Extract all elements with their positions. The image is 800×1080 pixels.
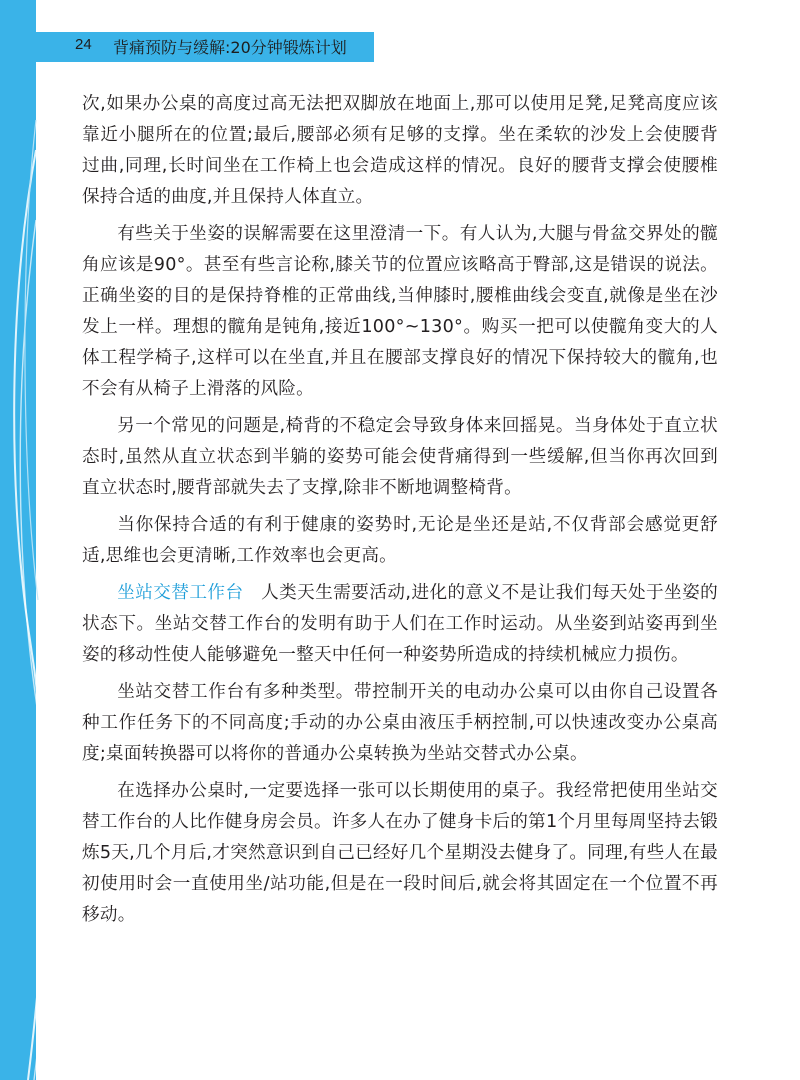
paragraph-3: 另一个常见的问题是,椅背的不稳定会导致身体来回摇晃。当身体处于直立状态时,虽然从直立状态到半躺的姿势可能会使背痛得到一些缓解,但当你再次回到直立状态时,腰背部就失去了支撑,除非不断地调整椅背。 xyxy=(82,416,718,498)
paragraph-6: 坐站交替工作台有多种类型。带控制开关的电动办公桌可以由你自己设置各种工作任务下的不同高度;手动的办公桌由液压手柄控制,可以快速改变办公桌高度;桌面转换器可以将你的普通办公桌转换为坐站交替式办公桌。 xyxy=(82,682,718,764)
page-number: 24 xyxy=(75,36,92,53)
section-heading-sit-stand-desk: 坐站交替工作台 xyxy=(117,583,244,603)
paragraph-1: 次,如果办公桌的高度过高无法把双脚放在地面上,那可以使用足凳,足凳高度应该靠近小腿所在的位置;最后,腰部必须有足够的支撑。坐在柔软的沙发上会使腰背过曲,同理,长时间坐在工作椅上也会造成这样的情况。良好的腰背支撑会使腰椎保持合适的曲度,并且保持人体直立。 xyxy=(82,94,718,207)
paragraph-4: 当你保持合适的有利于健康的姿势时,无论是坐还是站,不仅背部会感觉更舒适,思维也会更清晰,工作效率也会更高。 xyxy=(82,515,718,566)
page-body xyxy=(82,89,718,937)
paragraph-5 xyxy=(82,578,718,671)
decorative-wave-lines xyxy=(0,0,60,1080)
paragraph-7: 在选择办公桌时,一定要选择一张可以长期使用的桌子。我经常把使用坐站交替工作台的人比作健身房会员。许多人在办了健身卡后的第1个月里每周坚持去锻炼5天,几个月后,才突然意识到自己已经好几个星期没去健身了。同理,有些人在最初使用时会一直使用坐/站功能,但是在一段时间后,就会将其固定在一个位置不再移动。 xyxy=(82,781,718,925)
paragraph-2: 有些关于坐姿的误解需要在这里澄清一下。有人认为,大腿与骨盆交界处的髋角应该是90°。甚至有些言论称,膝关节的位置应该略高于臀部,这是错误的说法。正确坐姿的目的是保持脊椎的正常曲线,当伸膝时,腰椎曲线会变直,就像是坐在沙发上一样。理想的髋角是钝角,接近100°~130°。购买一把可以使髋角变大的人体工程学椅子,这样可以在坐直,并且在腰部支撑良好的情况下保持较大的髋角,也不会有从椅子上滑落的风险。 xyxy=(82,224,718,399)
paragraph-5-text: 人类天生需要活动,进化的意义不是让我们每天处于坐姿的状态下。坐站交替工作台的发明有助于人们在工作时运动。从坐姿到站姿再到坐姿的移动性使人能够避免一整天中任何一种姿势所造成的持续机械应力损伤。 xyxy=(82,583,718,665)
running-title: 背痛预防与缓解:20分钟锻炼计划 xyxy=(113,38,347,57)
